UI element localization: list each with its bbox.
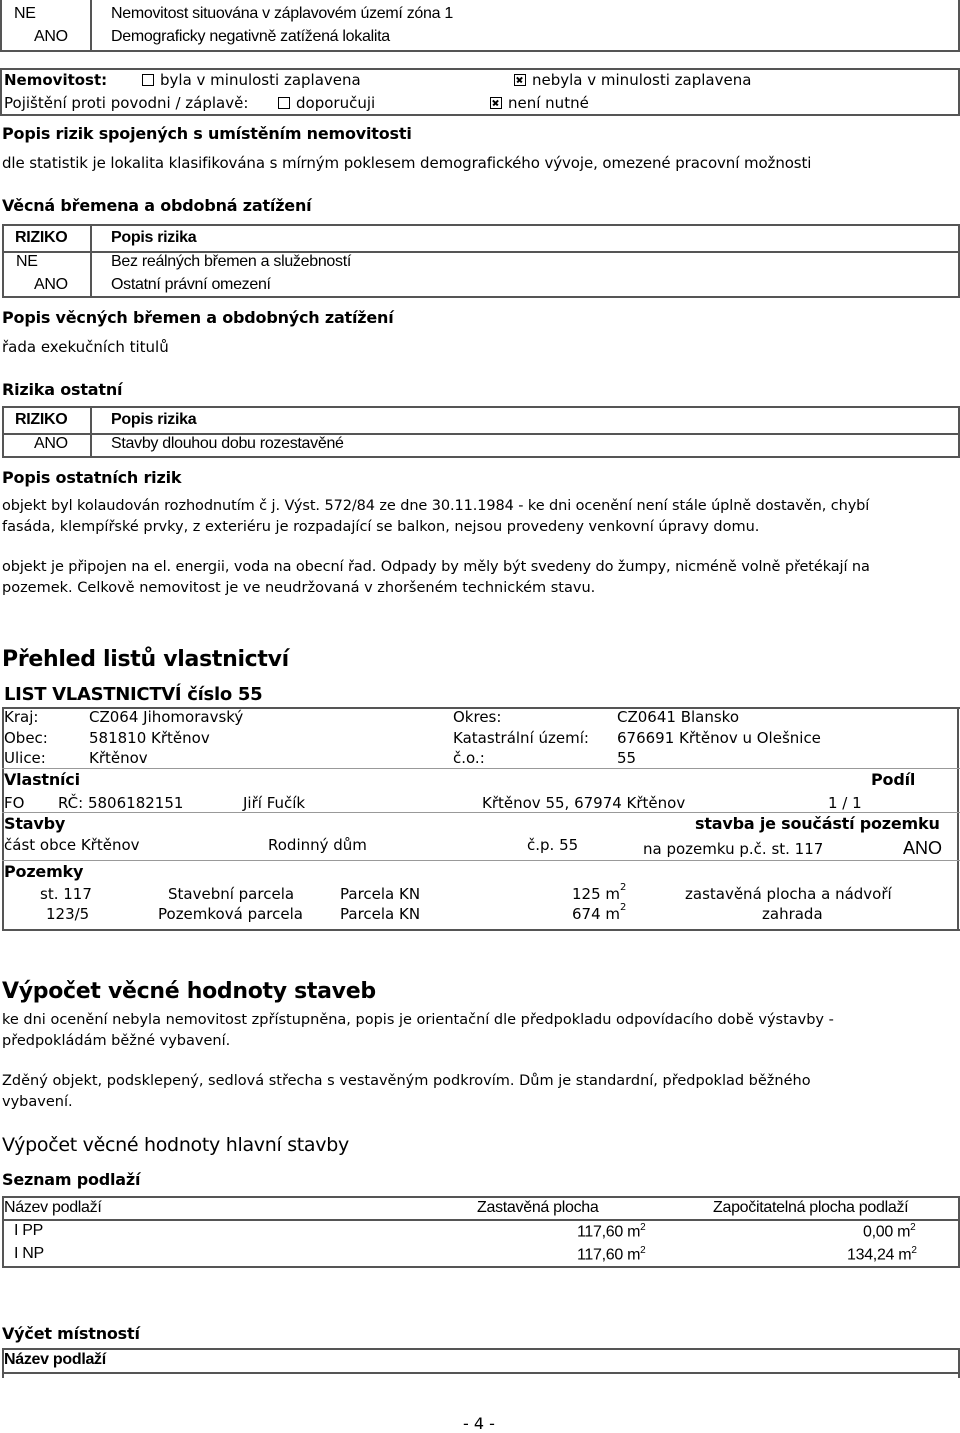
owner-type: FO bbox=[4, 794, 25, 812]
co-value: 55 bbox=[617, 749, 637, 767]
risk-flag: NE bbox=[16, 253, 38, 270]
flag-value: ANO bbox=[34, 28, 68, 45]
col-header-desc: Popis rizika bbox=[111, 411, 197, 428]
encumbrances-desc-text: řada exekučních titulů bbox=[2, 338, 169, 356]
risk-text: Bez reálných břemen a služebností bbox=[111, 253, 352, 270]
pojisteni-label: Pojištění proti povodni / záplavě: bbox=[4, 94, 249, 112]
floor-counted: 0,00 $m^2$ bbox=[863, 1222, 916, 1241]
divider bbox=[90, 406, 92, 458]
building-kind: Rodinný dům bbox=[268, 836, 367, 854]
col-header-desc: Popis rizika bbox=[111, 229, 197, 246]
main-building-heading: Výpočet věcné hodnoty hlavní stavby bbox=[2, 1134, 349, 1156]
co-label: č.o.: bbox=[453, 749, 485, 767]
other-risks-para: pozemek. Celkově nemovitost je ve neudržovaná v zhoršeném technickém stavu. bbox=[2, 580, 596, 596]
valuation-para: vybavení. bbox=[2, 1094, 73, 1110]
parcel-use: zastavěná plocha a nádvoří bbox=[685, 885, 892, 903]
risk-text: Stavby dlouhou dobu rozestavěné bbox=[111, 435, 344, 452]
other-risks-desc-heading: Popis ostatních rizik bbox=[2, 468, 182, 487]
floor-name: I NP bbox=[14, 1245, 44, 1262]
checkbox-empty-icon[interactable] bbox=[142, 74, 154, 86]
parcel-register: Parcela KN bbox=[340, 885, 421, 903]
obec-label: Obec: bbox=[4, 729, 48, 747]
divider bbox=[2, 1372, 960, 1374]
insurance-option[interactable]: není nutné bbox=[490, 94, 589, 113]
flood-option[interactable]: byla v minulosti zaplavena bbox=[142, 71, 361, 90]
divider bbox=[957, 707, 959, 931]
floors-col-header: Zastavěná plocha bbox=[477, 1199, 599, 1216]
okres-label: Okres: bbox=[453, 708, 502, 726]
divider bbox=[2, 860, 960, 861]
owners-label: Vlastníci bbox=[4, 770, 80, 789]
parcel-use: zahrada bbox=[762, 905, 823, 923]
other-risks-para: fasáda, klempířské prvky, z exteriéru je rozpadající se balkon, nejsou provedeny venkovní úpravy domu. bbox=[2, 519, 760, 535]
col-header-risk: RIZIKO bbox=[15, 411, 68, 428]
page-number: - 4 - bbox=[463, 1414, 495, 1433]
owner-rc: RČ: 5806182151 bbox=[58, 794, 184, 812]
rooms-heading: Výčet místností bbox=[2, 1324, 140, 1343]
owner-share: 1 / 1 bbox=[828, 794, 862, 812]
rooms-col-header: Název podlaží bbox=[4, 1351, 106, 1368]
okres-value: CZ0641 Blansko bbox=[617, 708, 739, 726]
lv-title: LIST VLASTNICTVÍ číslo 55 bbox=[4, 684, 263, 705]
parcel-area: 125 $m^2$ bbox=[572, 882, 627, 903]
checkbox-empty-icon[interactable] bbox=[278, 97, 290, 109]
divider bbox=[90, 0, 92, 52]
parcel-kind: Pozemková parcela bbox=[158, 905, 303, 923]
owner-address: Křtěnov 55, 67974 Křtěnov bbox=[482, 794, 686, 812]
building-part: část obce Křtěnov bbox=[4, 836, 140, 854]
kraj-value: CZ064 Jihomoravský bbox=[89, 708, 244, 726]
flag-text: Demograficky negativně zatížená lokalita bbox=[111, 28, 390, 45]
building-flag: ANO bbox=[903, 838, 943, 858]
floor-built: 117,60 $m^2$ bbox=[577, 1245, 646, 1264]
ku-label: Katastrální území: bbox=[453, 729, 589, 747]
stavby-note: stavba je součástí pozemku bbox=[695, 814, 940, 833]
risk-flag: ANO bbox=[34, 435, 68, 452]
risk-flag: ANO bbox=[34, 276, 68, 293]
location-risk-heading: Popis rizik spojených s umístěním nemovitosti bbox=[2, 124, 412, 143]
building-cp: č.p. 55 bbox=[527, 836, 579, 854]
col-header-risk: RIZIKO bbox=[15, 229, 68, 246]
checkbox-checked-icon[interactable] bbox=[514, 74, 526, 86]
parcel-area: 674 $m^2$ bbox=[572, 902, 627, 923]
parcel-kind: Stavební parcela bbox=[168, 885, 295, 903]
flood-option[interactable]: nebyla v minulosti zaplavena bbox=[514, 71, 751, 90]
kraj-label: Kraj: bbox=[4, 708, 39, 726]
nemovitost-label: Nemovitost: bbox=[4, 71, 108, 89]
floors-col-header: Název podlaží bbox=[4, 1199, 102, 1216]
floor-name: I PP bbox=[14, 1222, 44, 1239]
ulice-label: Ulice: bbox=[4, 749, 46, 767]
encumbrances-heading: Věcná břemena a obdobná zatížení bbox=[2, 196, 312, 215]
floor-counted: 134,24 $m^2$ bbox=[847, 1245, 917, 1264]
parcel-id: 123/5 bbox=[46, 905, 90, 923]
valuation-heading: Výpočet věcné hodnoty staveb bbox=[2, 979, 376, 1004]
parcel-register: Parcela KN bbox=[340, 905, 421, 923]
other-risks-para: objekt byl kolaudován rozhodnutím č j. Výst. 572/84 ze dne 30.11.1984 - ke dni ocenění není stále úplně dostavěn, chybí bbox=[2, 498, 870, 514]
obec-value: 581810 Křtěnov bbox=[89, 729, 210, 747]
share-label: Podíl bbox=[871, 770, 916, 789]
pozemky-label: Pozemky bbox=[4, 862, 84, 881]
valuation-para: Zděný objekt, podsklepený, sedlová střecha s vestavěným podkrovím. Dům je standardní, předpoklad běžného bbox=[2, 1073, 811, 1089]
stavby-label: Stavby bbox=[4, 814, 66, 833]
divider bbox=[90, 224, 92, 298]
ulice-value: Křtěnov bbox=[89, 749, 148, 767]
risk-text: Ostatní právní omezení bbox=[111, 276, 271, 293]
divider bbox=[2, 768, 960, 769]
divider bbox=[2, 1219, 960, 1221]
other-risks-heading: Rizika ostatní bbox=[2, 380, 123, 399]
valuation-para: ke dni ocenění nebyla nemovitost zpřístupněna, popis je orientační dle předpokladu odpovídacího době výstavby - bbox=[2, 1012, 834, 1028]
parcel-id: st. 117 bbox=[40, 885, 92, 903]
flag-text: Nemovitost situována v záplavovém území zóna 1 bbox=[111, 5, 453, 22]
flag-value: NE bbox=[14, 5, 36, 22]
ownership-heading: Přehled listů vlastnictví bbox=[2, 647, 289, 672]
checkbox-checked-icon[interactable] bbox=[490, 97, 502, 109]
encumbrances-desc-heading: Popis věcných břemen a obdobných zatížení bbox=[2, 308, 394, 327]
building-parcel: na pozemku p.č. st. 117 bbox=[643, 840, 824, 858]
owner-name: Jiří Fučík bbox=[243, 794, 306, 812]
floors-heading: Seznam podlaží bbox=[2, 1170, 141, 1189]
valuation-para: předpokládám běžné vybavení. bbox=[2, 1033, 231, 1049]
floor-built: 117,60 $m^2$ bbox=[577, 1222, 646, 1241]
divider bbox=[2, 929, 960, 931]
ku-value: 676691 Křtěnov u Olešnice bbox=[617, 729, 821, 747]
other-risks-para: objekt je připojen na el. energii, voda na obecní řad. Odpady by měly být svedeny do žumpy, nicméně volně přetékají na bbox=[2, 559, 870, 575]
location-risk-text: dle statistik je lokalita klasifikována s mírným poklesem demografického vývoje, omezené pracovní možnosti bbox=[2, 154, 812, 172]
divider bbox=[2, 812, 960, 813]
insurance-option[interactable]: doporučuji bbox=[278, 94, 375, 113]
floors-col-header: Započitatelná plocha podlaží bbox=[713, 1199, 909, 1216]
